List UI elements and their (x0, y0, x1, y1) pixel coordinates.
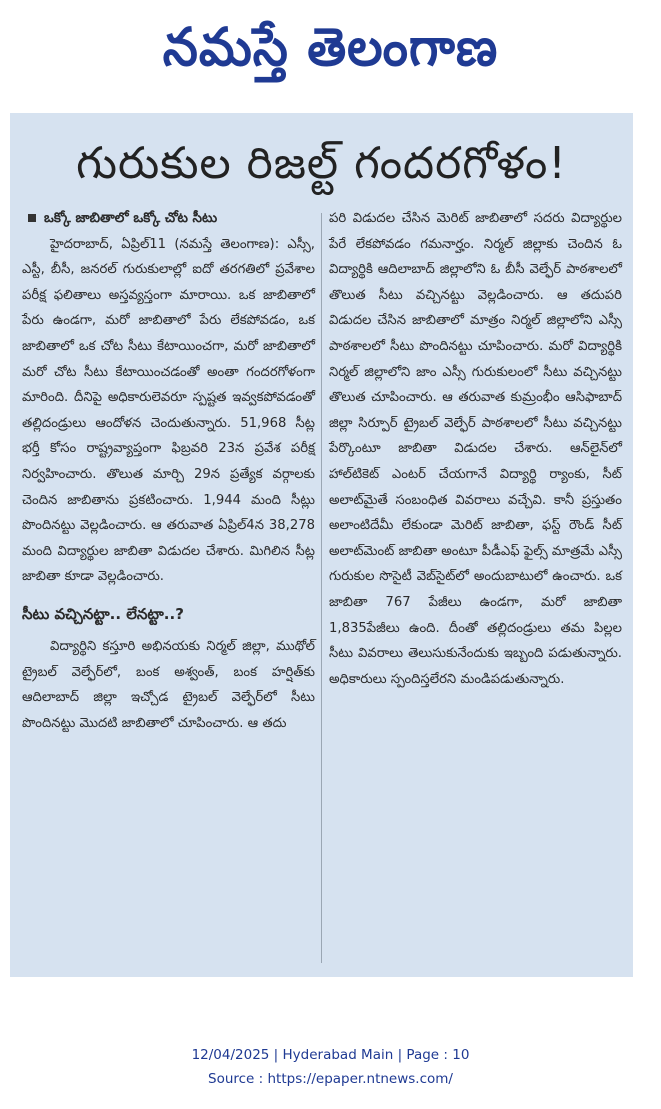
footer-edition-info: 12/04/2025 | Hyderabad Main | Page : 10 (191, 1047, 470, 1063)
footer-source-link[interactable]: Source : https://epaper.ntnews.com/ (208, 1071, 453, 1087)
article-column-right (329, 206, 622, 692)
article-column-left (22, 206, 315, 736)
article-subhead-text: ఒక్కో జాబితాలో ఒక్కో చోట సీటు (44, 210, 218, 226)
article-section-head: సీటు వచ్చినట్టా.. లేనట్టా..? (22, 604, 184, 623)
article-paragraph-1: హైదరాబాద్, ఏప్రిల్11 (నమస్తే తెలంగాణ): ఎస్సీ, ఎస్టీ, బీసీ, జనరల్ గురుకులాల్లో ఐదో తరగతిలో ప్రవేశాల పరీక్ష ఫలితాలు అస్తవ్యస్తంగా మారాయి. ఒక జాబితాలో పేరు ఉండగా, మరో జాబితాలో పేరు లేకపోవడం, ఒక జాబితాలో ఒక చోట సీటు కేటాయించగా, మరో జాబితాలో మరో చోట సీటు కేటాయించడంతో అంతా గందరగోళంగా మారింది. దీనిపై అధికారులెవరూ స్పష్టత ఇవ్వకపోవడంతో తల్లిదండ్రులు ఆందోళన చెందుతున్నారు. 51,968 సీట్ల భర్తీ కోసం రాష్ట్రవ్యాప్తంగా ఫిబ్రవరి 23న ప్రవేశ పరీక్ష నిర్వహించారు. తొలుత మార్చి 29న ప్రత్యేక వర్గాలకు చెందిన జాబితాను ప్రకటించారు. 1,944 మంది సీట్లు పొందినట్టు వెల్లడించారు. ఆ తరువాత ఏప్రిల్4న 38,278 మంది విద్యార్థుల జాబితా విడుదల చేశారు. మిగిలిన సీట్ల జాబితా కూడా వెల్లడించారు. (22, 236, 315, 585)
newspaper-masthead (0, 8, 661, 86)
article-headline: గురుకుల రిజల్ట్ గందరగోళం! (76, 138, 567, 189)
column-divider (321, 213, 322, 963)
article-clipping (10, 113, 633, 977)
article-paragraph-2: విద్యార్థిని కస్తూరి అభినయకు నిర్మల్ జిల్లా, ముథోల్ ట్రైబల్ వెల్ఫేర్‌లో, బంక అశ్వంత్, బంక హర్షిత్‌కు ఆదిలాబాద్ జిల్లా ఇచ్చోడ ట్రైబల్ వెల్ఫేర్‌లో సీటు పొందినట్టు మొదటి జాబితాలో చూపించారు. ఆ తదు (22, 638, 315, 731)
bullet-icon (28, 214, 36, 222)
article-subhead (22, 206, 315, 232)
article-paragraph-3: పరి విడుదల చేసిన మెరిట్ జాబితాలో సదరు విద్యార్థుల పేరే లేకపోవడం గమనార్హం. నిర్మల్ జిల్లాకు చెందిన ఓ విద్యార్థికి ఆదిలాబాద్ జిల్లాలోని ఓ బీసీ వెల్ఫేర్ పాఠశాలలో తొలుత సీటు వచ్చినట్టు వెల్లడించారు. ఆ తదుపరి విడుదల చేసిన జాబితాలో మాత్రం నిర్మల్ జిల్లాలోని ఎస్సీ పాఠశాలలో సీటు పొందినట్టు చూపించారు. మరో విద్యార్థికి నిర్మల్ జిల్లాలోని జాం ఎస్సీ గురుకులంలో సీటు వచ్చినట్టు తొలుత చూపించారు. ఆ తరువాత కుమ్రంభీం ఆసిఫాబాద్ జిల్లా సిర్పూర్ ట్రైబల్ వెల్ఫేర్ పాఠశాలలో సీటు వచ్చినట్టు పేర్కొంటూ జాబితా విడుదల చేశారు. ఆన్‌లైన్‌లో హాల్‌టికెట్ ఎంటర్ చేయగానే విద్యార్థి ర్యాంకు, సీట్ అలాట్‌మైతే సంబంధిత వివరాలు వచ్చేవి. కానీ ప్రస్తుతం అలాంటిదేమీ లేకుండా మెరిట్ జాబితా, ఫస్ట్ రౌండ్ సీట్ అలాట్‌మెంట్ జాబితా అంటూ పీడీఎఫ్ ఫైల్స్ మాత్రమే ఎస్సీ గురుకుల సొసైటీ వెబ్‌సైట్‌లో అందుబాటులో ఉంచారు. ఒక జాబితా 767 పేజీలు ఉండగా, మరో జాబితా 1,835పేజీలు ఉంది. దీంతో తల్లిదండ్రులు తమ పిల్లల సీటు వివరాలు తెలుసుకునేందుకు ఇబ్బంది పడుతున్నారు. అధికారులు స్పందిస్తలేరని మండిపడుతున్నారు. (329, 211, 622, 687)
masthead-title: నమస్తే తెలంగాణ (162, 16, 499, 78)
